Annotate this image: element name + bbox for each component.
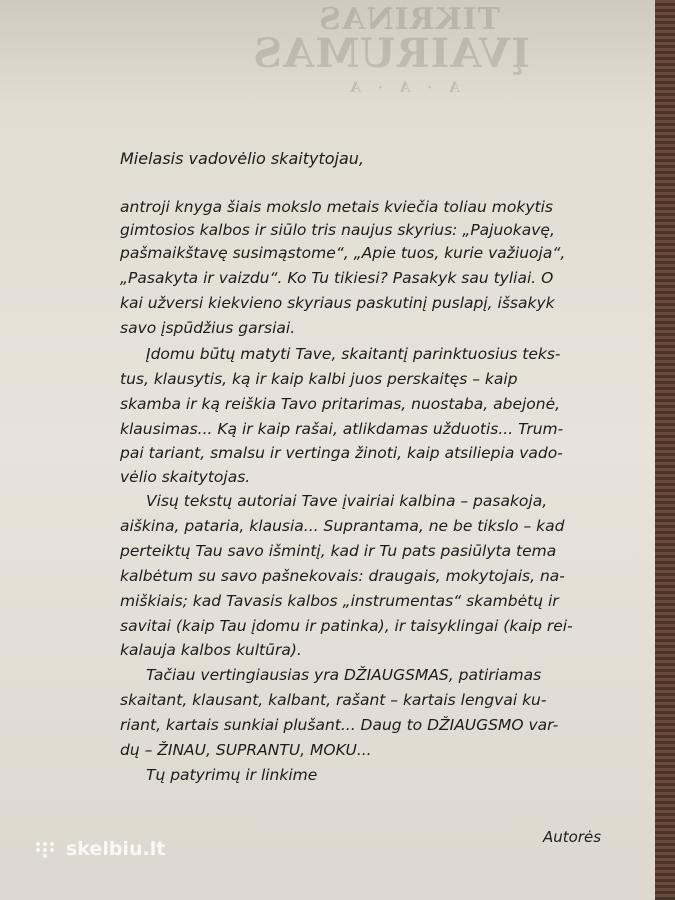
- paragraph-2-line-3: skamba ir ką reiškia Tavo pritarimas, nuostaba, abejonė,: [120, 395, 561, 413]
- paragraph-3-line-7: kalauja kalbos kultūra).: [120, 641, 302, 659]
- salutation: Mielasis vadovėlio skaitytojau,: [120, 149, 364, 168]
- paragraph-3-line-5: miškiais; kad Tavasis kalbos „instrumentas“ skambėtų ir: [120, 592, 559, 610]
- paragraph-1-line-5: kai užversi kiekvieno skyriaus paskutinį puslapį, išsakyk: [120, 294, 555, 312]
- watermark-text: skelbiu.lt: [66, 838, 166, 860]
- book-edge: [655, 0, 675, 900]
- watermark: [36, 838, 165, 860]
- paragraph-2-line-1: Įdomu būtų matyti Tave, skaitantį parinktuosius teks-: [146, 345, 561, 363]
- paragraph-3-line-4: kalbėtum su savo pašnekovais: draugais, mokytojais, na-: [120, 567, 565, 585]
- paragraph-4-line-2: skaitant, klausant, kalbant, rašant – kartais lengvai ku-: [120, 691, 547, 709]
- paragraph-4-line-3: riant, kartais sunkiai plušant... Daug to DŽIAUGSMO var-: [120, 716, 559, 734]
- paragraph-2-line-4: klausimas... Ką ir kaip rašai, atlikdamas užduotis... Trum-: [120, 420, 564, 438]
- paragraph-1-line-6: savo įspūdžius garsiai.: [120, 319, 296, 337]
- signature: Autorės: [543, 828, 602, 846]
- paragraph-3-line-6: savitai (kaip Tau įdomu ir patinka), ir taisyklingai (kaip rei-: [120, 617, 573, 635]
- paragraph-3-line-2: aiškina, pataria, klausia... Suprantama, ne be tikslo – kad: [120, 517, 565, 535]
- bleed-through-heading: TIKRINAS ĮVAIRUMAS A · A · A: [252, 2, 530, 96]
- paragraph-3-line-1: Visų tekstų autoriai Tave įvairiai kalbina – pasakoja,: [146, 492, 548, 510]
- paragraph-4-line-4: dų – ŽINAU, SUPRANTU, MOKU...: [120, 741, 372, 759]
- paragraph-1-line-3: pašmaikštavę susimąstome“, „Apie tuos, kurie važiuoja“,: [120, 244, 566, 262]
- paragraph-4-line-1: Tačiau vertingiausias yra DŽIAUGSMAS, patiriamas: [146, 666, 542, 684]
- paragraph-1-line-1: antroji knyga šiais mokslo metais kviečia toliau mokytis: [120, 198, 553, 216]
- paragraph-2-line-6: vėlio skaitytojas.: [120, 468, 251, 486]
- paragraph-3-line-3: perteiktų Tau savo išmintį, kad ir Tu pats pasiūlyta tema: [120, 542, 557, 560]
- paragraph-5-line-1: Tų patyrimų ir linkime: [146, 766, 318, 784]
- watermark-logo-icon: [36, 840, 60, 858]
- paragraph-1-line-2: gimtosios kalbos ir siūlo tris naujus skyrius: „Pajuokavę,: [120, 221, 555, 239]
- paragraph-1-line-4: „Pasakyta ir vaizdu“. Ko Tu tikiesi? Pasakyk sau tyliai. O: [120, 269, 554, 287]
- paragraph-2-line-2: tus, klausytis, ką ir kaip kalbi juos perskaitęs – kaip: [120, 370, 518, 388]
- paragraph-2-line-5: pai tariant, smalsu ir vertinga žinoti, kaip atsiliepia vado-: [120, 444, 563, 462]
